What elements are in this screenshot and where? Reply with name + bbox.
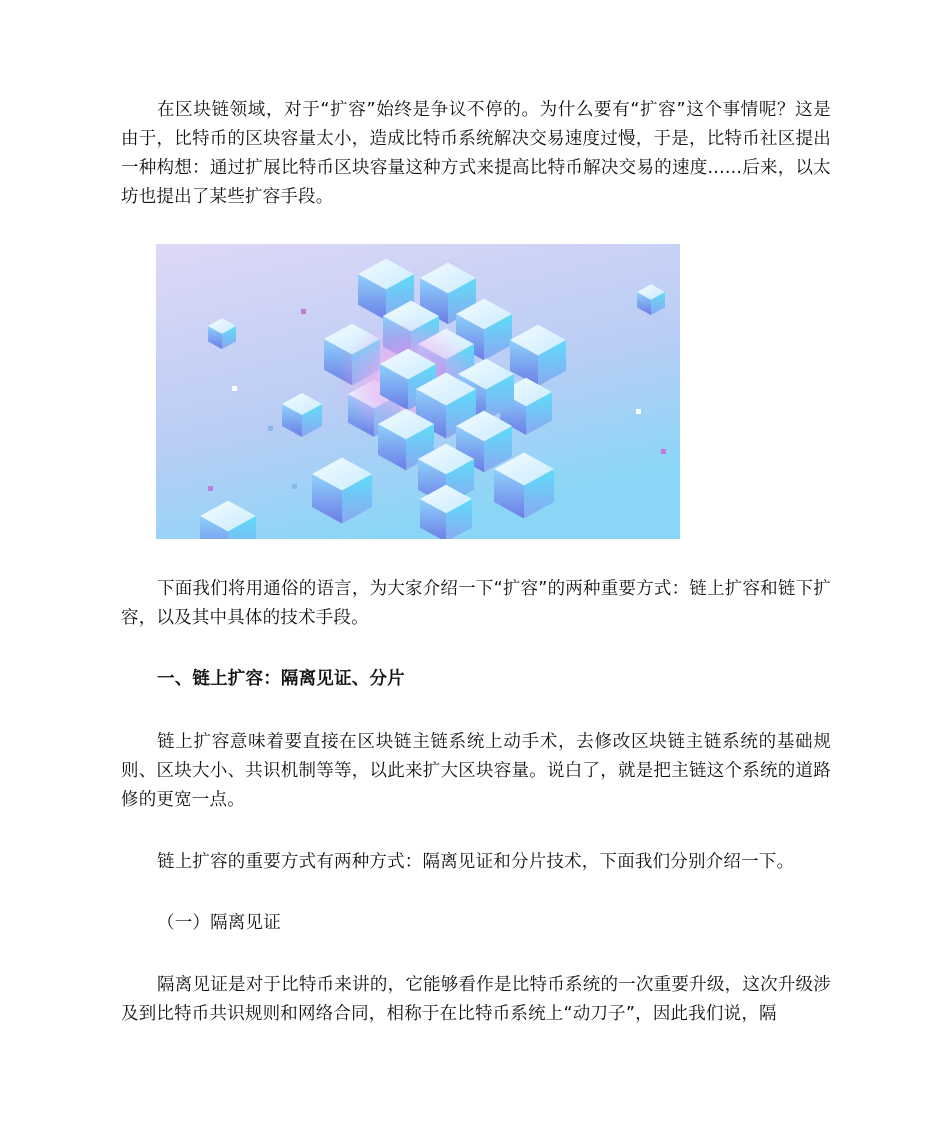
speck-6: [661, 449, 666, 454]
blockchain-cubes-image: [156, 244, 680, 539]
intro-methods-paragraph: 下面我们将用通俗的语言，为大家介绍一下“扩容”的两种重要方式：链上扩容和链下扩容，以及其中具体的技术手段。: [121, 579, 831, 628]
subsection-heading-segwit: （一）隔离见证: [157, 913, 281, 933]
speck-2: [268, 426, 273, 431]
speck-0: [301, 309, 306, 314]
speck-4: [292, 484, 297, 489]
cubes-illustration: [156, 244, 680, 539]
segwit-paragraph: 隔离见证是对于比特币来讲的，它能够看作是比特币系统的一次重要升级，这次升级涉及到比特币共识规则和网络合同，相称于在比特币系统上“动刀子”，因此我们说，隔: [121, 975, 831, 1024]
speck-5: [636, 409, 641, 414]
speck-3: [208, 486, 213, 491]
speck-1: [232, 386, 237, 391]
intro-paragraph: 在区块链领域，对于“扩容”始终是争议不停的。为什么要有“扩容”这个事情呢？这是由于，比特币的区块容量太小，造成比特币系统解决交易速度过慢，于是，比特币社区提出一种构想：通过扩展比特币区块容量这种方式来提高比特币解决交易的速度......后来，以太坊也提出了某些扩容手段。: [121, 100, 831, 207]
onchain-methods-paragraph: 链上扩容的重要方式有两种方式：隔离见证和分片技术，下面我们分别介绍一下。: [157, 852, 795, 872]
onchain-description-paragraph: 链上扩容意味着要直接在区块链主链系统上动手术，去修改区块链主链系统的基础规则、区块大小、共识机制等等，以此来扩大区块容量。说白了，就是把主链这个系统的道路修的更宽一点。: [121, 732, 831, 810]
section-heading-onchain: 一、链上扩容：隔离见证、分片: [157, 669, 405, 689]
